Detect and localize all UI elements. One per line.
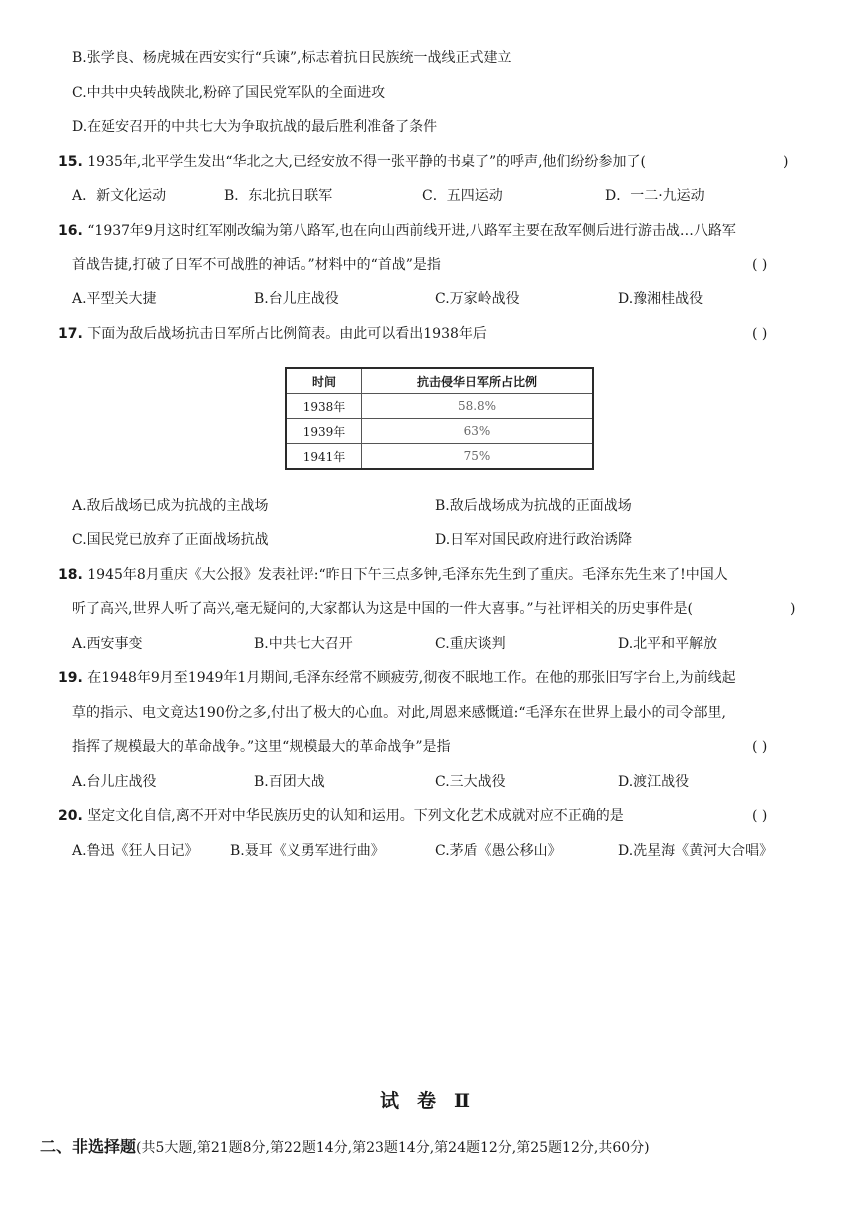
- option-b: B.敌后战场成为抗战的正面战场: [435, 498, 632, 514]
- table-cell-year: 1939年: [286, 419, 362, 444]
- option-b: B．东北抗日联军: [224, 188, 333, 204]
- option-d: D.冼星海《黄河大合唱》: [618, 843, 774, 859]
- option-a: A.平型关大捷: [72, 291, 157, 307]
- option-d: D.北平和平解放: [618, 636, 718, 652]
- paper-part-title: 试卷Ⅱ: [380, 1090, 489, 1112]
- option-d: D.豫湘桂战役: [618, 291, 704, 307]
- question-text: “1937年9月这时红军刚改编为第八路军,也在向山西前线开进,八路军主要在敌军侧后进行游击战…八路军: [87, 223, 736, 239]
- option-a: A.台儿庄战役: [72, 774, 157, 790]
- option-c: C.重庆谈判: [435, 636, 506, 652]
- table-header: 时间: [286, 368, 362, 394]
- question-number: 20.: [58, 808, 83, 824]
- proportion-table: [285, 367, 594, 470]
- answer-paren: ( ): [752, 257, 768, 273]
- question-text: 1935年,北平学生发出“华北之大,已经安放不得一张平静的书桌了”的呼声,他们纷纷参加了(: [87, 154, 647, 170]
- question-text: 1945年8月重庆《大公报》发表社评:“昨日下午三点多钟,毛泽东先生到了重庆。毛泽东先生来了!中国人: [87, 567, 728, 583]
- question-number: 17.: [58, 326, 83, 342]
- option-a: A.西安事变: [72, 636, 143, 652]
- section-note: (共5大题,第21题8分,第22题14分,第23题14分,第24题12分,第25题12分,共60分): [136, 1140, 650, 1156]
- table-header-row: [286, 368, 593, 394]
- answer-paren: ( ): [752, 739, 768, 755]
- table-cell-ratio: 63%: [362, 419, 594, 444]
- option-d: D.日军对国民政府进行政治诱降: [435, 532, 633, 548]
- question-number: 19.: [58, 670, 83, 686]
- question-text: 坚定文化自信,离不开对中华民族历史的认知和运用。下列文化艺术成就对应不正确的是: [87, 808, 624, 824]
- question-text-cont: 听了高兴,世界人听了高兴,毫无疑问的,大家都认为这是中国的一件大喜事。”与社评相关的历史事件是(: [72, 601, 693, 617]
- section-heading: [40, 1134, 650, 1157]
- question-text-cont: 草的指示、电文竟达190份之多,付出了极大的心血。对此,周恩来感慨道:“毛泽东在世界上最小的司令部里,: [72, 705, 726, 721]
- table-cell-year: 1938年: [286, 394, 362, 419]
- section-title: 二、非选择题: [40, 1137, 137, 1156]
- option-d: D．一二·九运动: [605, 188, 705, 204]
- table-cell-year: 1941年: [286, 444, 362, 470]
- question-number: 16.: [58, 223, 83, 239]
- option-d: D.渡江战役: [618, 774, 690, 790]
- option-c: C.三大战役: [435, 774, 506, 790]
- table-row: [286, 419, 593, 444]
- question-18: [58, 565, 728, 585]
- option-a: A.鲁迅《狂人日记》: [72, 843, 199, 859]
- answer-paren: ): [790, 601, 796, 617]
- option-a: A．新文化运动: [72, 188, 167, 204]
- option-b: B.百团大战: [254, 774, 325, 790]
- prev-option-d: D.在延安召开的中共七大为争取抗战的最后胜利准备了条件: [72, 119, 438, 135]
- question-text: 下面为敌后战场抗击日军所占比例简表。由此可以看出1938年后: [87, 326, 487, 342]
- question-19: [58, 668, 736, 688]
- question-text: 在1948年9月至1949年1月期间,毛泽东经常不顾疲劳,彻夜不眠地工作。在他的那张旧写字台上,为前线起: [87, 670, 736, 686]
- question-number: 15.: [58, 154, 83, 170]
- answer-paren: ): [783, 154, 789, 170]
- option-c: C．五四运动: [422, 188, 503, 204]
- prev-option-c: C.中共中央转战陕北,粉碎了国民党军队的全面进攻: [72, 85, 386, 101]
- option-b: B.台儿庄战役: [254, 291, 339, 307]
- question-20: [58, 806, 624, 826]
- option-c: C.国民党已放弃了正面战场抗战: [72, 532, 269, 548]
- table-row: [286, 394, 593, 419]
- question-17: [58, 324, 487, 344]
- option-c: C.万家岭战役: [435, 291, 520, 307]
- question-15: [58, 152, 646, 172]
- table-cell-ratio: 58.8%: [362, 394, 594, 419]
- option-b: B.聂耳《义勇军进行曲》: [230, 843, 385, 859]
- question-16: [58, 221, 736, 241]
- question-text-cont: 指挥了规模最大的革命战争。”这里“规模最大的革命战争”是指: [72, 739, 451, 755]
- option-a: A.敌后战场已成为抗战的主战场: [72, 498, 269, 514]
- option-b: B.中共七大召开: [254, 636, 353, 652]
- answer-paren: ( ): [752, 326, 768, 342]
- option-c: C.茅盾《愚公移山》: [435, 843, 562, 859]
- table-row: [286, 444, 593, 470]
- question-number: 18.: [58, 567, 83, 583]
- prev-option-b: B.张学良、杨虎城在西安实行“兵谏”,标志着抗日民族统一战线正式建立: [72, 50, 512, 66]
- answer-paren: ( ): [752, 808, 768, 824]
- question-text-cont: 首战告捷,打破了日军不可战胜的神话。”材料中的“首战”是指: [72, 257, 441, 273]
- table-cell-ratio: 75%: [362, 444, 594, 470]
- table-header: 抗击侵华日军所占比例: [362, 368, 594, 394]
